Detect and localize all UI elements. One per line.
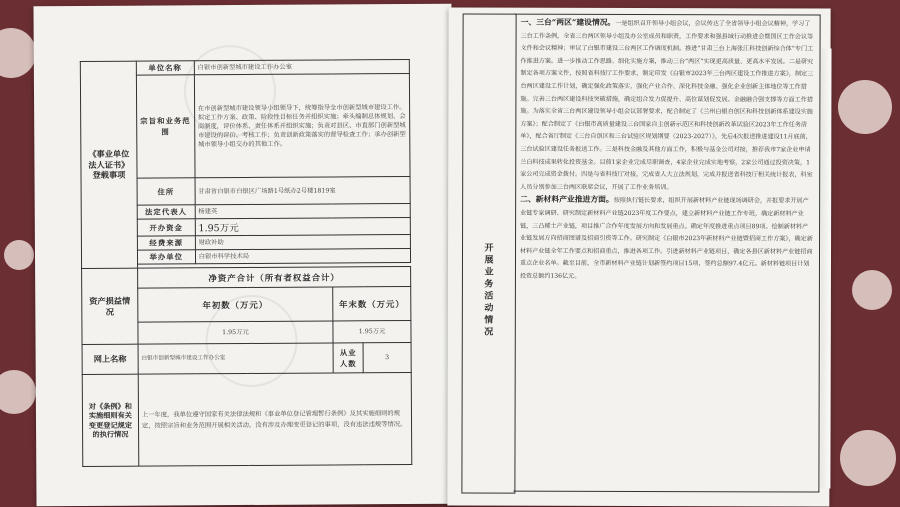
purpose-label: 宗旨和业务范围 — [136, 75, 194, 178]
regulation-label: 对《条例》和实施细则有关变更登记规定的执行情况 — [82, 374, 138, 466]
legal-rep-label: 法定代表人 — [137, 205, 195, 219]
page-edge — [820, 48, 831, 488]
website-label: 网上名称 — [82, 344, 138, 374]
capital-value: 1.95万元 — [195, 217, 410, 235]
staff-value: 3 — [363, 342, 411, 372]
activities-paragraph: 按照执行链长要求，组织开展新材料产业链现场调研会，并报要求开展产业链专家调研、研究制定新材料产业链2023年度工作要点，建立新材料产业链工作专班，确定新材料产业链，三凸稀土产业链，项目推广合作年度发展方向和发展重点。确定年度推进重点项目89项。绘制新材料产业链发展方向招商图谱及招商引资等工作。研究制定《白银市2023年新材料产业链暨招商工作方案》，确定新材料产业链全年工作要点和招商重点，推进各项工作。引进新材料产业链项目，确定各县区新材料产业链招商重点企业名单。截至目前，全市新材料产业链计划新签约项目15项，签约总额97.4亿元。新材料链项目计划投资总额约136亿元。 — [519, 197, 813, 280]
purpose-value: 在市创新型城市建设领导小组领导下，统筹指导全市创新型城市建设工作。拟定工作方案、政策、阶段性目标任务并组织实施；牵头编制总体规划、会商制度，评价体系、责任体系并组织实施；负责对县区、市直部门创新型城市建设的评价、考核工作；负责创新政策落实的督导检查工作；承办创新型城市领导小组交办的其他工作。 — [194, 73, 410, 177]
net-assets-label: 净资产合计（所有者权益合计） — [137, 266, 410, 288]
sponsor-value: 白银市科学技术局 — [195, 248, 410, 263]
right-page — [447, 8, 830, 507]
background-blossom — [852, 270, 892, 310]
activities-heading: 一、三台“两区”建设情况。 — [520, 17, 616, 27]
background-blossom — [0, 28, 36, 78]
background-blossom — [838, 80, 892, 134]
certificate-section-label: 《事业单位法人证书》登载事项 — [80, 61, 137, 268]
end-year-value: 1.95万元 — [333, 320, 411, 342]
activities-label-cell — [461, 14, 516, 494]
unit-name-label: 单位名称 — [136, 61, 194, 75]
activities-label: 开展业务活动情况 — [484, 243, 494, 338]
unit-name-value: 白银市创新型城市建设工作办公室 — [194, 59, 409, 74]
assets-section-label: 资产损益情况 — [82, 268, 138, 344]
activities-heading: 二、新材料产业推进方面。 — [520, 195, 614, 205]
begin-year-value: 1.95万元 — [138, 321, 333, 344]
begin-year-label: 年初数（万元） — [138, 287, 334, 322]
website-value: 白银市创新型城市建设工作办公室 — [138, 343, 333, 374]
address-label: 住所 — [137, 178, 195, 205]
left-page — [33, 4, 454, 507]
activities-body — [513, 14, 820, 493]
certificate-table — [80, 59, 412, 467]
end-year-label: 年末数（万元） — [333, 286, 411, 320]
funding-label: 经费来源 — [137, 236, 195, 250]
address-value: 甘肃省白银市白银区广场路1号纸办2号楼1819室 — [195, 176, 410, 204]
funding-value: 财政补助 — [195, 234, 410, 249]
legal-rep-value: 杨建英 — [195, 203, 410, 218]
staff-label: 从业人数 — [333, 343, 363, 373]
background-blossom — [840, 430, 896, 486]
activities-paragraph: 一是组织召开领导小组会议，会议传达了全省领导小组会议精神，学习了三台工作条例，全省三台两区领导小组及办公室成员和职责，工作要求和强县域行动推进会暨国区工作会议等文件和会议精神；审议了白银市建设三台两区工作调度机制。推进“甘肃三台上海张江科技创新综合体”专门工作推进方案。进一步推动工作思路、细化实施方案，推动三台“两区”实现更高质量、更高水平发展。二是研究制定各项方案文件，按照省科技厅工作要求，制定印发《白银市2023年三台两区建设工作推进方案》，制定三台两区建设工作计划，确定强化政策落实、强化产业合作、深化科技金融、强化企业创新主体地位等工作措施。完善三台两区建设科技突破措施，确定组合发力促提升、高位谋划促发展。金融融合强支撑等方面工作措施。为落实全省三台两区建设领导小组会议部署要求，配合制定了《兰州白银自创区和科技创新体系建设实施方案》；配合制定了《白银市高质量建设三台国家自主创新示范区和科技创新改革试验区2023年工作任务清单》，配合省厅制定《三台自创区和三台试验区规划纲要（2023-2027）》，先后4次报送推进建设11月底前，三台试验区建设任务报送工作。三是科技金融及其他方面工作，积极与基金公司对接，推荐我市7家企业申请兰白科技成果转化投资基金。目前1家企业完成尽职调查，4家企业完成实地考察，2家公司通过投资决策，1家公司完成资金拨付。四是与省科技厅对接，完成省人大立法规划，完成并报送省科技厅相关统计报表，科室人员分别参加三台两区联席会议，开展了工作业务培训。 — [520, 19, 814, 191]
background-blossom — [4, 240, 34, 270]
sponsor-label: 举办单位 — [137, 250, 195, 264]
regulation-text: 上一年度，我单位遵守国家有关法律法规和《事业单位登记管理暂行条例》及其实施细则的规定，按照宗旨和业务范围开展相关活动，没有涉及办理变更登记的事项，没有违法违规等情况。 — [138, 372, 412, 466]
capital-label: 开办资金 — [137, 219, 195, 236]
background-blossom — [0, 370, 36, 414]
